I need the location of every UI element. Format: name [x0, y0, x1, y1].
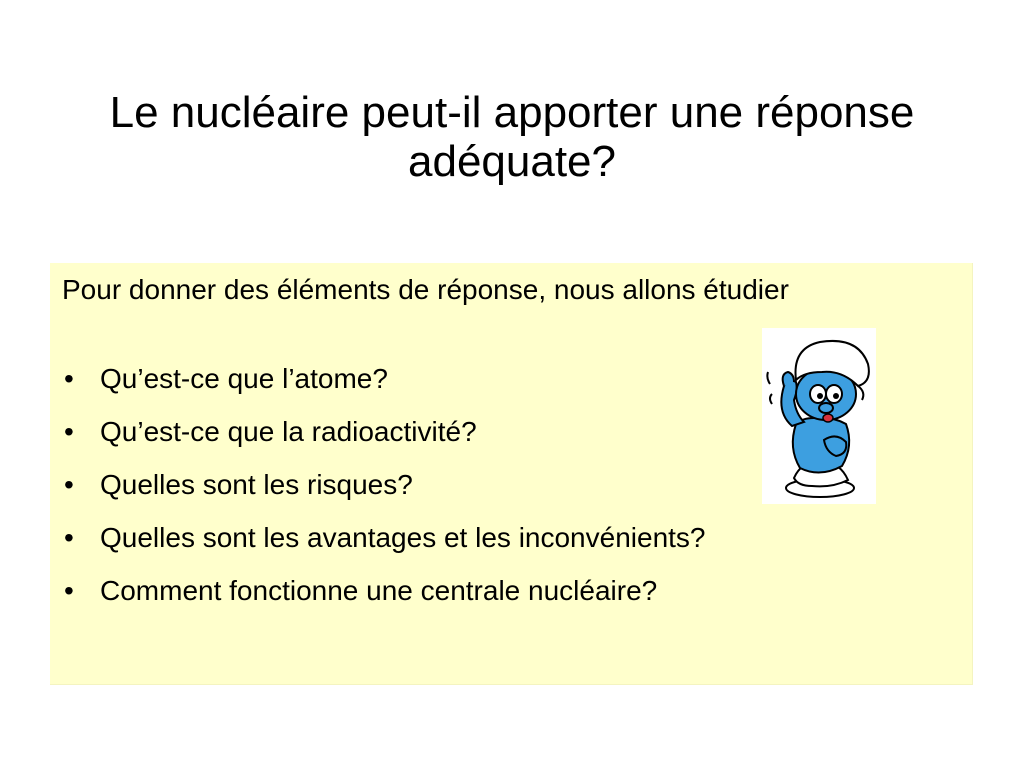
smurf-thinking-illustration [762, 328, 876, 504]
bullet-icon: • [64, 363, 74, 394]
bullet-item [62, 468, 706, 521]
bullet-item [62, 415, 706, 468]
bullet-text: Qu’est-ce que l’atome? [100, 363, 388, 394]
bullet-text: Comment fonctionne une centrale nucléaire? [100, 575, 658, 606]
intro-text: Pour donner des éléments de réponse, nous allons étudier [62, 274, 789, 305]
bullet-text: Qu’est-ce que la radioactivité? [100, 416, 477, 447]
bullet-icon: • [64, 416, 74, 447]
bullet-text: Quelles sont les avantages et les inconvénients? [100, 522, 706, 553]
bullet-icon: • [64, 522, 74, 553]
bullet-text: Quelles sont les risques? [100, 469, 413, 500]
smurf-icon [762, 328, 876, 504]
bullet-icon: • [64, 469, 74, 500]
bullet-item [62, 521, 706, 574]
bullet-item [62, 362, 706, 415]
slide-title: Le nucléaire peut-il apporter une réponse adéquate? [109, 88, 915, 187]
bullet-list [62, 362, 706, 627]
bullet-item [62, 574, 706, 627]
bullet-icon: • [64, 575, 74, 606]
